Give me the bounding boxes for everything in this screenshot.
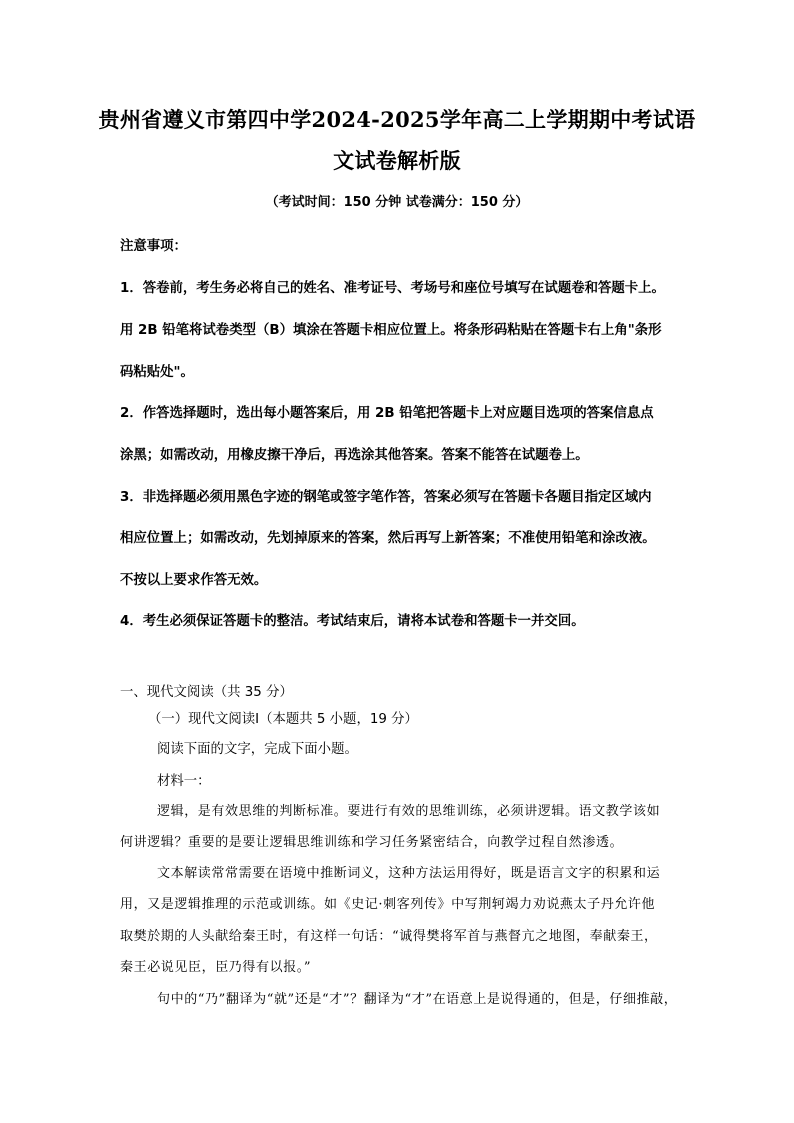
passage-line: 逻辑，是有效思维的判断标准。要进行有效的思维训练，必须讲逻辑。语文教学该如 bbox=[157, 804, 661, 819]
notes-line: 相应位置上；如需改动，先划掉原来的答案，然后再写上新答案；不准使用铅笔和涂改液。 bbox=[120, 531, 656, 546]
notes-line: 1．答卷前，考生务必将自己的姓名、准考证号、考场号和座位号填写在试题卷和答题卡上。 bbox=[120, 281, 665, 296]
notes-heading: 注意事项： bbox=[120, 239, 187, 254]
reading-instruction: 阅读下面的文字，完成下面小题。 bbox=[157, 742, 358, 757]
notes-line: 不按以上要求作答无效。 bbox=[120, 573, 268, 588]
passage-line: 用，又是逻辑推理的示范或训练。如《史记·刺客列传》中写荆轲竭力劝说燕太子丹允许他 bbox=[120, 897, 656, 912]
sub-section-heading: （一）现代文阅读Ⅰ（本题共 5 小题，19 分） bbox=[148, 712, 418, 727]
notes-line: 3．非选择题必须用黑色字迹的钢笔或签字笔作答，答案必须写在答题卡各题目指定区域内 bbox=[120, 490, 652, 505]
passage-line: 取樊於期的人头献给秦王时，有这样一句话：“诚得樊将军首与燕督亢之地图，奉献秦王， bbox=[120, 929, 658, 944]
passage-line: 何讲逻辑？重要的是要让逻辑思维训练和学习任务紧密结合，向教学过程自然渗透。 bbox=[120, 835, 624, 850]
document-title-line-2: 文试卷解析版 bbox=[333, 148, 461, 173]
passage-line: 句中的“乃”翻译为“就”还是“才”？翻译为“才”在语意上是说得通的，但是，仔细推敲， bbox=[157, 992, 678, 1007]
document-title-line-1: 贵州省遵义市第四中学2024-2025学年高二上学期期中考试语 bbox=[98, 107, 696, 132]
section-heading: 一、现代文阅读（共 35 分） bbox=[120, 685, 293, 700]
notes-line: 涂黑；如需改动，用橡皮擦干净后，再选涂其他答案。答案不能答在试题卷上。 bbox=[120, 448, 589, 463]
notes-line: 2．作答选择题时，选出每小题答案后，用 2B 铅笔把答题卡上对应题目选项的答案信息点 bbox=[120, 406, 654, 421]
notes-line: 码粘贴处"。 bbox=[120, 365, 194, 380]
passage-line: 秦王必说见臣，臣乃得有以报。” bbox=[120, 960, 312, 975]
material-label: 材料一： bbox=[157, 774, 211, 789]
notes-line: 用 2B 铅笔将试卷类型（B）填涂在答题卡相应位置上。将条形码粘贴在答题卡右上角"条形 bbox=[120, 323, 662, 338]
exam-info: （考试时间：150 分钟 试卷满分：150 分） bbox=[265, 195, 529, 210]
notes-line: 4．考生必须保证答题卡的整洁。考试结束后，请将本试卷和答题卡一并交回。 bbox=[120, 614, 585, 629]
passage-line: 文本解读常常需要在语境中推断词义，这种方法运用得好，既是语言文字的积累和运 bbox=[157, 866, 661, 881]
